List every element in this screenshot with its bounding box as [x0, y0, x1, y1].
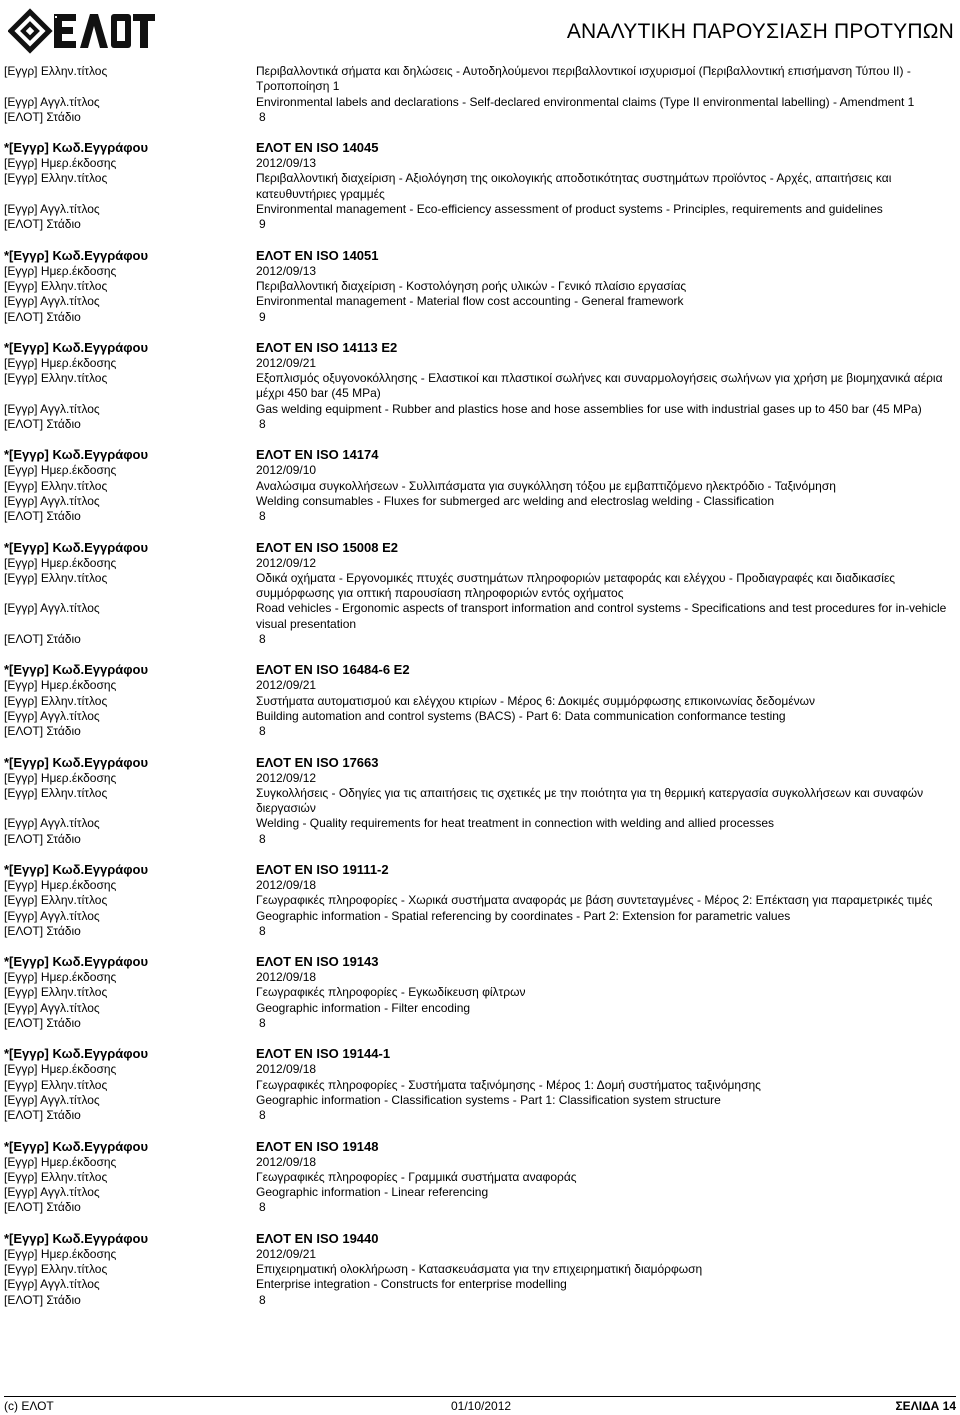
stage-row [4, 1293, 954, 1308]
stage-value: 8 [259, 1292, 266, 1307]
stage-row [4, 1016, 954, 1031]
date-value: 2012/09/13 [256, 263, 317, 278]
date-row [4, 356, 954, 371]
stage-row [4, 724, 954, 739]
standard-record [4, 340, 954, 432]
date-row [4, 556, 954, 571]
code-label: *[Εγγρ] Κωδ.Εγγράφου [4, 140, 149, 156]
date-label: [Εγγρ] Ημερ.έκδοσης [4, 877, 117, 892]
title-el-value: Γεωγραφικές πληροφορίες - Χωρικά συστήματα αναφοράς με βάση συντεταγμένες - Μέρος 2: Επέκταση για παραμετρικές τιμές [256, 893, 933, 908]
title-en-value: Geographic information - Filter encoding [256, 1000, 471, 1015]
date-value: 2012/09/18 [256, 970, 317, 985]
code-label: *[Εγγρ] Κωδ.Εγγράφου [4, 1230, 149, 1246]
stage-value: 8 [259, 1200, 266, 1215]
stage-row [4, 110, 954, 125]
title-el-row [4, 479, 954, 494]
title-en-row [4, 494, 954, 509]
title-el-label: [Εγγρ] Ελλην.τίτλος [4, 985, 108, 1000]
code-row [4, 140, 954, 156]
standard-record [4, 662, 954, 739]
code-row [4, 662, 954, 678]
title-en-value: Welding - Quality requirements for heat treatment in connection with welding and allied processes [256, 816, 775, 831]
document-title: ΑΝΑΛΥΤΙΚΗ ΠΑΡΟΥΣΙΑΣΗ ΠΡΟΤΥΠΩΝ [566, 20, 954, 43]
stage-value: 9 [259, 309, 266, 324]
date-row [4, 970, 954, 985]
date-value: 2012/09/10 [256, 463, 317, 478]
date-label: [Εγγρ] Ημερ.έκδοσης [4, 1062, 117, 1077]
title-en-row [4, 709, 954, 724]
title-en-row [4, 1277, 954, 1292]
stage-value: 8 [259, 417, 266, 432]
stage-label: [ΕΛΟΤ] Στάδιο [4, 309, 81, 324]
stage-label: [ΕΛΟΤ] Στάδιο [4, 831, 81, 846]
date-value: 2012/09/21 [256, 1246, 317, 1261]
code-value: ΕΛΟΤ EN ISO 15008 E2 [256, 539, 398, 555]
title-en-label: [Εγγρ] Αγγλ.τίτλος [4, 1277, 100, 1292]
title-en-label: [Εγγρ] Αγγλ.τίτλος [4, 493, 100, 508]
stage-row [4, 217, 954, 232]
title-en-row [4, 95, 954, 110]
code-value: ΕΛΟΤ EN ISO 19111-2 [256, 861, 389, 877]
title-en-label: [Εγγρ] Αγγλ.τίτλος [4, 816, 100, 831]
stage-row [4, 1200, 954, 1215]
code-row [4, 954, 954, 970]
title-el-label: [Εγγρ] Ελλην.τίτλος [4, 478, 108, 493]
title-el-value: Αναλώσιμα συγκολλήσεων - Συλλιπάσματα για συγκόλληση τόξου με εμβαπτιζόμενο ηλεκτρόδιο - Ταξινόμηση [256, 478, 836, 493]
title-el-row [4, 279, 954, 294]
date-label: [Εγγρ] Ημερ.έκδοσης [4, 355, 117, 370]
date-row [4, 678, 954, 693]
stage-label: [ΕΛΟΤ] Στάδιο [4, 632, 81, 647]
date-value: 2012/09/21 [256, 355, 317, 370]
title-el-value: Γεωγραφικές πληροφορίες - Εγκωδίκευση φίλτρων [256, 985, 526, 1000]
code-label: *[Εγγρ] Κωδ.Εγγράφου [4, 447, 149, 463]
stage-label: [ΕΛΟΤ] Στάδιο [4, 923, 81, 938]
date-value: 2012/09/18 [256, 1154, 317, 1169]
title-en-label: [Εγγρ] Αγγλ.τίτλος [4, 1092, 100, 1107]
title-el-label: [Εγγρ] Ελλην.τίτλος [4, 64, 108, 78]
stage-label: [ΕΛΟΤ] Στάδιο [4, 417, 81, 432]
title-en-row [4, 1093, 954, 1108]
standard-record [4, 1046, 954, 1123]
date-label: [Εγγρ] Ημερ.έκδοσης [4, 555, 117, 570]
title-el-label: [Εγγρ] Ελλην.τίτλος [4, 278, 108, 293]
title-en-value: Environmental labels and declarations - Self-declared environmental claims (Type II environmental labelling) - Amendment 1 [256, 94, 915, 109]
title-el-value: Συστήματα αυτοματισμού και ελέγχου κτιρίων - Μέρος 6: Δοκιμές συμμόρφωσης επικοινωνίας δεδομένων [256, 693, 815, 708]
code-label: *[Εγγρ] Κωδ.Εγγράφου [4, 754, 149, 770]
title-el-label: [Εγγρ] Ελλην.τίτλος [4, 1169, 108, 1184]
stage-label: [ΕΛΟΤ] Στάδιο [4, 724, 81, 739]
title-el-row [4, 694, 954, 709]
title-el-label: [Εγγρ] Ελλην.τίτλος [4, 570, 108, 585]
date-value: 2012/09/13 [256, 156, 317, 171]
title-en-row [4, 402, 954, 417]
footer-date: 01/10/2012 [451, 1399, 512, 1413]
stage-value: 8 [259, 1016, 266, 1031]
title-el-row [4, 171, 954, 202]
date-row [4, 1155, 954, 1170]
standard-record [4, 755, 954, 847]
standard-record [4, 954, 954, 1031]
code-label: *[Εγγρ] Κωδ.Εγγράφου [4, 954, 149, 970]
title-en-label: [Εγγρ] Αγγλ.τίτλος [4, 908, 100, 923]
title-el-value: Συγκολλήσεις - Οδηγίες για τις απαιτήσεις τις σχετικές με την ποιότητα για τη θερμική κατεργασία συγκολλήσεων και συναφών διεργασιών [256, 785, 924, 816]
title-el-row [4, 371, 954, 402]
code-value: ΕΛΟΤ EN ISO 17663 [256, 754, 379, 770]
elot-logo [8, 6, 156, 56]
date-row [4, 156, 954, 171]
standard-record [4, 1139, 954, 1216]
title-en-value: Environmental management - Material flow cost accounting - General framework [256, 294, 684, 309]
standard-record [4, 862, 954, 939]
standards-list [4, 64, 954, 1308]
title-el-label: [Εγγρ] Ελλην.τίτλος [4, 1077, 108, 1092]
title-en-value: Geographic information - Spatial referencing by coordinates - Part 2: Extension for parametric values [256, 908, 791, 923]
code-value: ΕΛΟΤ EN ISO 14045 [256, 140, 379, 156]
code-label: *[Εγγρ] Κωδ.Εγγράφου [4, 1046, 149, 1062]
title-el-value: Περιβαλλοντική διαχείριση - Κοστολόγηση ροής υλικών - Γενικό πλαίσιο εργασίας [256, 278, 687, 293]
code-row [4, 540, 954, 556]
title-en-row [4, 601, 954, 632]
stage-value: 8 [259, 632, 266, 647]
code-label: *[Εγγρ] Κωδ.Εγγράφου [4, 861, 149, 877]
stage-row [4, 632, 954, 647]
stage-row [4, 1108, 954, 1123]
code-row [4, 1139, 954, 1155]
record-continued [4, 64, 954, 125]
title-el-label: [Εγγρ] Ελλην.τίτλος [4, 1262, 108, 1277]
stage-value: 8 [259, 509, 266, 524]
stage-value: 9 [259, 217, 266, 232]
date-label: [Εγγρ] Ημερ.έκδοσης [4, 678, 117, 693]
code-row [4, 1046, 954, 1062]
stage-value: 8 [259, 109, 266, 124]
stage-label: [ΕΛΟΤ] Στάδιο [4, 1292, 81, 1307]
title-el-row [4, 571, 954, 602]
date-label: [Εγγρ] Ημερ.έκδοσης [4, 1246, 117, 1261]
date-value: 2012/09/21 [256, 678, 317, 693]
title-el-label: [Εγγρ] Ελλην.τίτλος [4, 171, 108, 186]
stage-label: [ΕΛΟΤ] Στάδιο [4, 509, 81, 524]
title-el-value: Περιβαλλοντική διαχείριση - Αξιολόγηση της οικολογικής αποδοτικότητας συστημάτων προϊόντος - Αρχές, απαιτήσεις και κατευθυντήριες γραμμές [256, 171, 892, 201]
title-el-value: Γεωγραφικές πληροφορίες - Συστήματα ταξινόμησης - Μέρος 1: Δομή συστήματος ταξινόμησης [256, 1077, 761, 1092]
date-label: [Εγγρ] Ημερ.έκδοσης [4, 463, 117, 478]
title-en-label: [Εγγρ] Αγγλ.τίτλος [4, 1000, 100, 1015]
stage-row [4, 924, 954, 939]
code-value: ΕΛΟΤ EN ISO 16484-6 E2 [256, 662, 410, 678]
stage-label: [ΕΛΟΤ] Στάδιο [4, 1108, 81, 1123]
stage-label: [ΕΛΟΤ] Στάδιο [4, 109, 81, 124]
code-label: *[Εγγρ] Κωδ.Εγγράφου [4, 662, 149, 678]
title-el-value: Περιβαλλοντικά σήματα και δηλώσεις - Αυτοδηλούμενοι περιβαλλοντικοί ισχυρισμοί (Περιβαλλοντική επισήμανση Τύπου ΙΙ) - Τροποποίηση 1 [256, 64, 911, 94]
code-row [4, 755, 954, 771]
code-label: *[Εγγρ] Κωδ.Εγγράφου [4, 1138, 149, 1154]
date-value: 2012/09/12 [256, 555, 317, 570]
stage-label: [ΕΛΟΤ] Στάδιο [4, 1200, 81, 1215]
code-value: ΕΛΟΤ EN ISO 14174 [256, 447, 379, 463]
title-el-row [4, 1262, 954, 1277]
title-en-row [4, 294, 954, 309]
code-row [4, 1231, 954, 1247]
stage-value: 8 [259, 923, 266, 938]
code-value: ΕΛΟΤ EN ISO 19148 [256, 1138, 379, 1154]
standard-record [4, 248, 954, 325]
title-el-label: [Εγγρ] Ελλην.τίτλος [4, 371, 108, 386]
date-label: [Εγγρ] Ημερ.έκδοσης [4, 770, 117, 785]
footer-copyright: (c) ΕΛΟΤ [4, 1399, 54, 1413]
title-en-label: [Εγγρ] Αγγλ.τίτλος [4, 401, 100, 416]
stage-label: [ΕΛΟΤ] Στάδιο [4, 1016, 81, 1031]
records-container [4, 140, 954, 1308]
page-footer [4, 1398, 956, 1414]
title-en-label: [Εγγρ] Αγγλ.τίτλος [4, 202, 100, 217]
title-el-value: Οδικά οχήματα - Εργονομικές πτυχές συστημάτων πληροφοριών μεταφοράς και ελέγχου - Προδιαγραφές και διαδικασίες συμμόρφωσης για οπτική παρουσίαση πληροφοριών εντός οχήματος [256, 570, 896, 601]
date-label: [Εγγρ] Ημερ.έκδοσης [4, 156, 117, 171]
title-el-value: Εξοπλισμός οξυγονοκόλλησης - Ελαστικοί και πλαστικοί σωλήνες και συναρμολογήσεις σωλήνων για χρήση με βιομηχανικά αέρια μέχρι 450 bar (45 MPa) [256, 371, 943, 401]
title-el-row [4, 985, 954, 1000]
title-en-value: Road vehicles - Ergonomic aspects of transport information and control systems - Specifications and test procedures for in-vehicle visual presentation [256, 601, 947, 631]
footer-page-number: ΣΕΛΙΔΑ 14 [895, 1399, 956, 1413]
stage-row [4, 509, 954, 524]
date-row [4, 463, 954, 478]
code-row [4, 340, 954, 356]
title-en-value: Building automation and control systems (BACS) - Part 6: Data communication conformance testing [256, 708, 786, 723]
title-en-value: Geographic information - Linear referencing [256, 1185, 489, 1200]
title-en-label: [Εγγρ] Αγγλ.τίτλος [4, 708, 100, 723]
title-en-row [4, 1001, 954, 1016]
title-el-label: [Εγγρ] Ελλην.τίτλος [4, 693, 108, 708]
code-value: ΕΛΟΤ EN ISO 14113 E2 [256, 339, 398, 355]
code-row [4, 447, 954, 463]
stage-row [4, 417, 954, 432]
stage-value: 8 [259, 1108, 266, 1123]
title-el-value: Επιχειρηματική ολοκλήρωση - Κατασκευάσματα για την επιχειρηματική διαμόρφωση [256, 1262, 703, 1277]
code-value: ΕΛΟΤ EN ISO 19144-1 [256, 1046, 391, 1062]
date-label: [Εγγρ] Ημερ.έκδοσης [4, 263, 117, 278]
title-en-value: Geographic information - Classification systems - Part 1: Classification system structure [256, 1092, 721, 1107]
stage-row [4, 832, 954, 847]
title-en-label: [Εγγρ] Αγγλ.τίτλος [4, 294, 100, 309]
stage-value: 8 [259, 724, 266, 739]
title-en-row [4, 1185, 954, 1200]
standard-record [4, 447, 954, 524]
date-row [4, 1062, 954, 1077]
title-en-label: [Εγγρ] Αγγλ.τίτλος [4, 601, 100, 616]
code-label: *[Εγγρ] Κωδ.Εγγράφου [4, 539, 149, 555]
date-label: [Εγγρ] Ημερ.έκδοσης [4, 970, 117, 985]
title-el-row [4, 1078, 954, 1093]
title-en-value: Enterprise integration - Constructs for enterprise modelling [256, 1277, 567, 1292]
title-en-value: Welding consumables - Fluxes for submerged arc welding and electroslag welding - Classification [256, 493, 775, 508]
date-value: 2012/09/12 [256, 770, 317, 785]
title-en-value: Gas welding equipment - Rubber and plastics hose and hose assemblies for use with industrial gases up to 450 bar (45 MPa) [256, 401, 922, 416]
title-el-value: Γεωγραφικές πληροφορίες - Γραμμικά συστήματα αναφοράς [256, 1169, 577, 1184]
code-label: *[Εγγρ] Κωδ.Εγγράφου [4, 247, 149, 263]
page-header [0, 0, 960, 62]
code-row [4, 862, 954, 878]
title-en-row [4, 816, 954, 831]
title-el-label: [Εγγρ] Ελλην.τίτλος [4, 785, 108, 800]
date-row [4, 878, 954, 893]
date-row [4, 264, 954, 279]
stage-row [4, 310, 954, 325]
title-en-value: Environmental management - Eco-efficiency assessment of product systems - Principles, requirements and guidelines [256, 202, 883, 217]
title-el-row [4, 786, 954, 817]
title-en-label: [Εγγρ] Αγγλ.τίτλος [4, 1185, 100, 1200]
date-label: [Εγγρ] Ημερ.έκδοσης [4, 1154, 117, 1169]
code-row [4, 248, 954, 264]
title-en-row [4, 202, 954, 217]
title-en-row [4, 909, 954, 924]
title-el-row [4, 893, 954, 908]
code-value: ΕΛΟΤ EN ISO 19440 [256, 1230, 379, 1246]
date-row [4, 1247, 954, 1262]
date-value: 2012/09/18 [256, 877, 317, 892]
code-value: ΕΛΟΤ EN ISO 19143 [256, 954, 379, 970]
title-el-label: [Εγγρ] Ελλην.τίτλος [4, 893, 108, 908]
stage-value: 8 [259, 831, 266, 846]
stage-label: [ΕΛΟΤ] Στάδιο [4, 217, 81, 232]
code-value: ΕΛΟΤ EN ISO 14051 [256, 247, 379, 263]
title-el-row [4, 64, 954, 95]
code-label: *[Εγγρ] Κωδ.Εγγράφου [4, 339, 149, 355]
date-value: 2012/09/18 [256, 1062, 317, 1077]
standard-record [4, 140, 954, 232]
title-en-label: [Εγγρ] Αγγλ.τίτλος [4, 94, 100, 109]
title-el-row [4, 1170, 954, 1185]
standard-record [4, 1231, 954, 1308]
date-row [4, 771, 954, 786]
standard-record [4, 540, 954, 648]
footer-divider [4, 1396, 956, 1397]
